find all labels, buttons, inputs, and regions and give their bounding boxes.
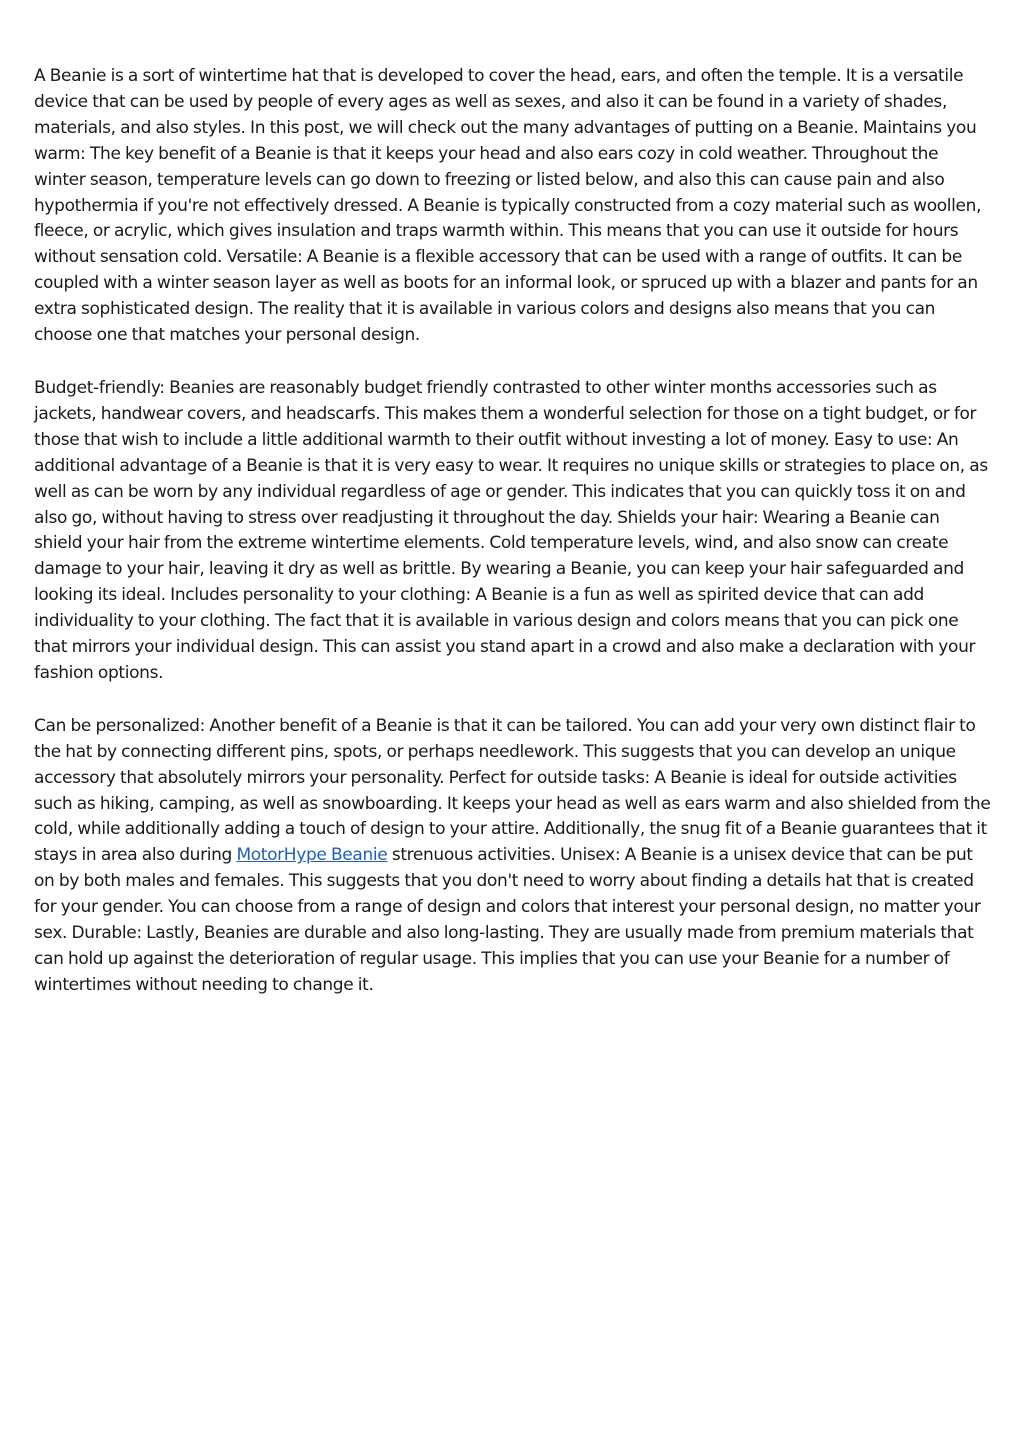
- document-body: [34, 64, 992, 1026]
- paragraph-3-text-before-link: Can be personalized: Another benefit of a Beanie is that it can be tailored. You can add your very own distinct flair to the hat by connecting different pins, spots, or perhaps needlework. This suggests that you can develop an unique accessory that absolutely mirrors your personality. Perfect for outside tasks: A Beanie is ideal for outside activities such as hiking, camping, as well as snowboarding. It keeps your head as well as ears warm and also shielded from the cold, while additionally adding a touch of design to your attire. Additionally, the snug fit of a Beanie guarantees that it stays in area also during: [34, 715, 991, 866]
- motorhype-beanie-link[interactable]: MotorHype Beanie: [236, 845, 388, 866]
- paragraph-2: Budget-friendly: Beanies are reasonably budget friendly contrasted to other winter months accessories such as jackets, handwear covers, and headscarfs. This makes them a wonderful selection for those on a tight budget, or for those that wish to include a little additional warmth to their outfit without investing a lot of money. Easy to use: An additional advantage of a Beanie is that it is very easy to wear. It requires no unique skills or strategies to place on, as well as can be worn by any individual regardless of age or gender. This indicates that you can quickly toss it on and also go, without having to stress over readjusting it throughout the day. Shields your hair: Wearing a Beanie can shield your hair from the extreme wintertime elements. Cold temperature levels, wind, and also snow can create damage to your hair, leaving it dry as well as brittle. By wearing a Beanie, you can keep your hair safeguarded and looking its ideal. Includes personality to your clothing: A Beanie is a fun as well as spirited device that can add individuality to your clothing. The fact that it is available in various design and colors means that you can pick one that mirrors your individual design. This can assist you stand apart in a crowd and also make a declaration with your fashion options.: [34, 377, 988, 683]
- paragraph-3-text-after-link: strenuous activities. Unisex: A Beanie is a unisex device that can be put on by both males and females. This suggests that you don't need to worry about finding a details hat that is created for your gender. You can choose from a range of design and colors that interest your personal design, no matter your sex. Durable: Lastly, Beanies are durable and also long-lasting. They are usually made from premium materials that can hold up against the deterioration of regular usage. This implies that you can use your Beanie for a number of wintertimes without needing to change it.: [34, 845, 981, 995]
- paragraph-3: [34, 714, 992, 999]
- paragraph-1: A Beanie is a sort of wintertime hat that is developed to cover the head, ears, and often the temple. It is a versatile device that can be used by people of every ages as well as sexes, and also it can be found in a variety of shades, materials, and also styles. In this post, we will check out the many advantages of putting on a Beanie. Maintains you warm: The key benefit of a Beanie is that it keeps your head and also ears cozy in cold weather. Throughout the winter season, temperature levels can go down to freezing or listed below, and also this can cause pain and also hypothermia if you're not effectively dressed. A Beanie is typically constructed from a cozy material such as woollen, fleece, or acrylic, which gives insulation and traps warmth within. This means that you can use it outside for hours without sensation cold. Versatile: A Beanie is a flexible accessory that can be used with a range of outfits. It can be coupled with a winter season layer as well as boots for an informal look, or spruced up with a blazer and pants for an extra sophisticated design. The reality that it is available in various colors and designs also means that you can choose one that matches your personal design.: [34, 66, 982, 346]
